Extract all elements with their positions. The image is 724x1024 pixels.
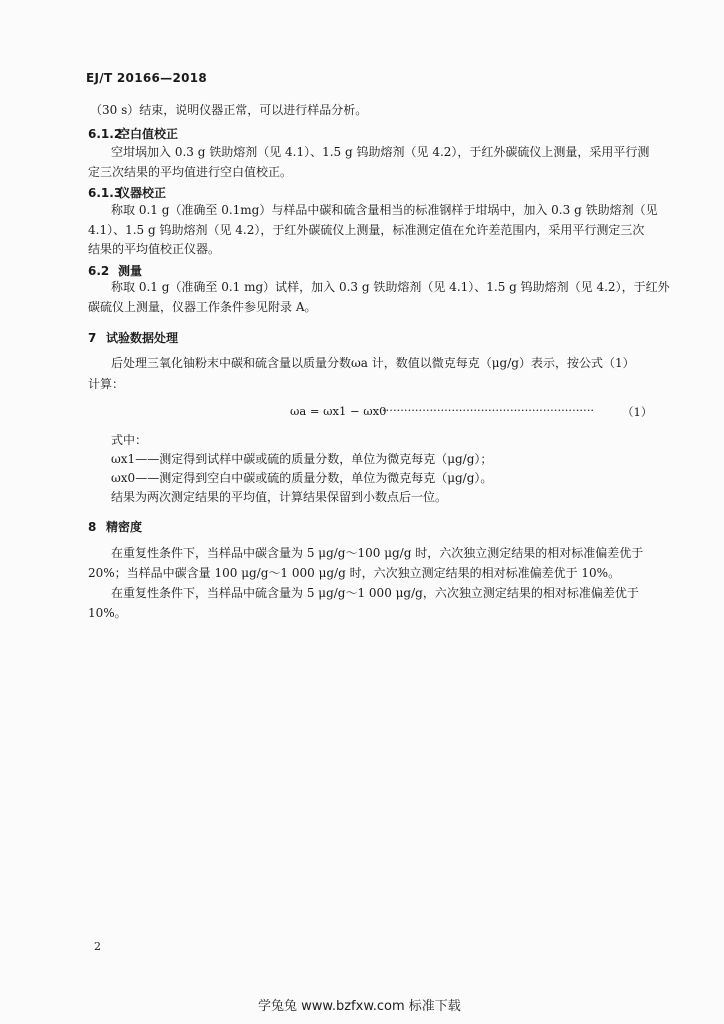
section-title: 试验数据处理 — [106, 331, 179, 345]
standard-number: EJ/T 20166—2018 — [86, 71, 208, 85]
paragraph-line: 后处理三氧化铀粉末中碳和硫含量以质量分数ωa 计，数值以微克每克（μg/g）表示，按公式（1） — [111, 356, 635, 370]
section-number: 6.1.3 — [88, 186, 123, 200]
section-7-heading — [88, 329, 178, 346]
section-number: 8 — [88, 520, 97, 534]
section-title: 仪器校正 — [118, 186, 167, 200]
paragraph-line: 称取 0.1 g（准确至 0.1mg）与样品中碳和硫含量相当的标准钢样于坩埚中，加入 0.3 g 铁助熔剂（见 — [111, 203, 658, 217]
section-title: 精密度 — [106, 520, 143, 534]
paragraph-line: 空坩埚加入 0.3 g 铁助熔剂（见 4.1）、1.5 g 钨助熔剂（见 4.2），于红外碳硫仪上测量，采用平行测 — [111, 145, 650, 159]
page-number: 2 — [94, 940, 101, 953]
section-number: 6.1.2 — [88, 127, 123, 141]
section-6-1-2-heading — [88, 125, 178, 142]
section-6-1-3-heading — [88, 184, 166, 201]
section-title: 空白值校正 — [118, 127, 179, 141]
section-title: 测量 — [118, 264, 143, 278]
where-label: 式中： — [111, 433, 148, 447]
paragraph-line: 结果的平均值校正仪器。 — [88, 242, 221, 256]
section-number: 6.2 — [88, 264, 110, 278]
paragraph-line: 定三次结果的平均值进行空白值校正。 — [88, 165, 293, 179]
formula-number: （1） — [622, 405, 653, 419]
formula-expression: ωa = ωx1 − ωx0 — [290, 404, 387, 418]
formula-leader-dots: ·························································· — [382, 403, 595, 417]
section-6-2-heading — [88, 262, 142, 279]
variable-definition: ωx1——测定得到试样中碳或硫的质量分数，单位为微克每克（μg/g）； — [111, 452, 493, 466]
paragraph-line: 计算： — [88, 377, 125, 391]
paragraph-line: 4.1）、1.5 g 钨助熔剂（见 4.2），于红外碳硫仪上测量，标准测定值在允许差范围内，采用平行测定三次 — [88, 223, 645, 237]
variable-definition: ωx0——测定得到空白中碳或硫的质量分数，单位为微克每克（μg/g）。 — [111, 471, 493, 485]
paragraph-line: 结果为两次测定结果的平均值，计算结果保留到小数点后一位。 — [111, 490, 448, 504]
section-number: 7 — [88, 331, 97, 345]
paragraph-line: （30 s）结束，说明仪器正常，可以进行样品分析。 — [90, 103, 368, 117]
paragraph-line: 在重复性条件下，当样品中碳含量为 5 μg/g～100 μg/g 时，六次独立测定结果的相对标准偏差优于 — [111, 546, 644, 560]
footer-watermark: 学兔兔 www.bzfxw.com 标准下载 — [258, 999, 461, 1014]
paragraph-line: 碳硫仪上测量，仪器工作条件参见附录 A。 — [88, 300, 317, 314]
paragraph-line: 称取 0.1 g（准确至 0.1 mg）试样，加入 0.3 g 铁助熔剂（见 4.1）、1.5 g 钨助熔剂（见 4.2），于红外 — [111, 280, 670, 294]
paragraph-line: 在重复性条件下，当样品中硫含量为 5 μg/g～1 000 μg/g，六次独立测定结果的相对标准偏差优于 — [111, 586, 639, 600]
paragraph-line: 20%；当样品中碳含量 100 μg/g～1 000 μg/g 时，六次独立测定结果的相对标准偏差优于 10%。 — [88, 566, 621, 580]
section-8-heading — [88, 518, 142, 535]
paragraph-line: 10%。 — [88, 606, 127, 620]
